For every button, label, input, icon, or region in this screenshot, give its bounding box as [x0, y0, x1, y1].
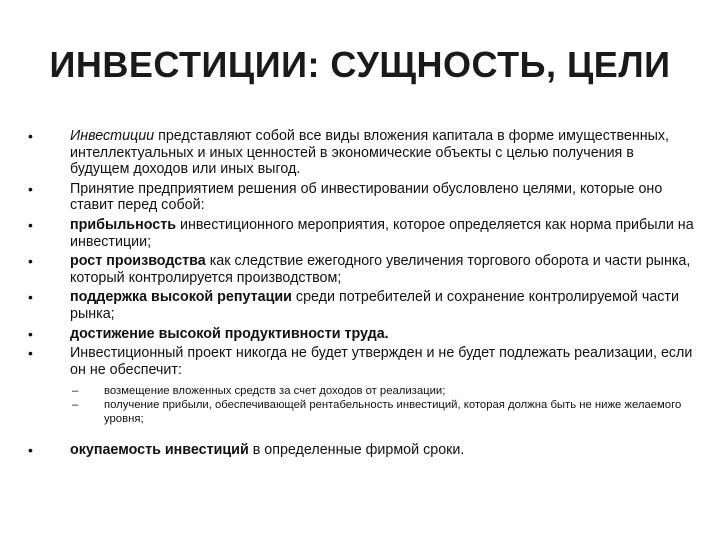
list-item — [28, 253, 696, 286]
sub-item-text: получение прибыли, обеспечивающей рентабельность инвестиций, которая должна быть не ниже желаемого уровня; — [104, 399, 682, 426]
goal-payback: окупаемость инвестиций — [70, 442, 249, 459]
list-item — [28, 289, 696, 322]
item-text: Инвестиционный проект никогда не будет утвержден и не будет подлежать реализации, если он не обеспечит: — [70, 345, 693, 378]
item-text: Принятие предприятием решения об инвестировании обусловлено целями, которые оно ставит перед собой: — [70, 180, 663, 214]
list-item — [28, 181, 696, 214]
list-item — [28, 128, 696, 178]
list-item — [28, 217, 696, 250]
item-text: представляют собой все виды вложения капитала в форме имущественных, интеллектуальных и иных ценностей в экономические объекты с целью получения в будущем доходов или иных выгод. — [70, 128, 670, 178]
bullet-icon: • — [28, 128, 33, 144]
bullet-icon: • — [28, 180, 33, 197]
goal-productivity: достижение высокой продуктивности труда. — [70, 325, 389, 342]
bullet-icon: • — [28, 253, 33, 270]
list-item — [28, 326, 696, 343]
sub-item-text: возмещение вложенных средств за счет доходов от реализации; — [104, 385, 446, 398]
sub-list-item — [70, 384, 696, 398]
bullet-icon: • — [28, 442, 33, 459]
bullet-icon: • — [28, 289, 33, 306]
item-text: как следствие ежегодного увеличения торгового оборота и части рынка, который контролируется производством; — [70, 253, 691, 286]
dash-icon: – — [72, 399, 79, 412]
goal-profitability: прибыльность — [70, 216, 176, 233]
goal-production-growth: рост производства — [70, 253, 206, 270]
item-text: в определенные фирмой сроки. — [248, 442, 465, 459]
item-text: инвестиционного мероприятия, которое определяется как норма прибыли на инвестиции; — [70, 216, 694, 250]
goal-reputation: поддержка высокой репутации — [70, 289, 292, 306]
sub-list — [70, 384, 696, 426]
bullet-icon: • — [28, 345, 33, 362]
bullet-icon: • — [28, 216, 33, 233]
dash-icon: – — [72, 385, 79, 398]
bullet-icon: • — [28, 325, 33, 342]
bullet-list — [28, 128, 696, 462]
sub-list-item — [70, 398, 696, 426]
list-item — [28, 345, 696, 426]
term-investments: Инвестиции — [70, 128, 155, 144]
slide-title: ИНВЕСТИЦИИ: СУЩНОСТЬ, ЦЕЛИ — [49, 44, 671, 85]
list-item — [28, 442, 696, 459]
item-text: среди потребителей и сохранение контролируемой части рынка; — [70, 289, 679, 322]
